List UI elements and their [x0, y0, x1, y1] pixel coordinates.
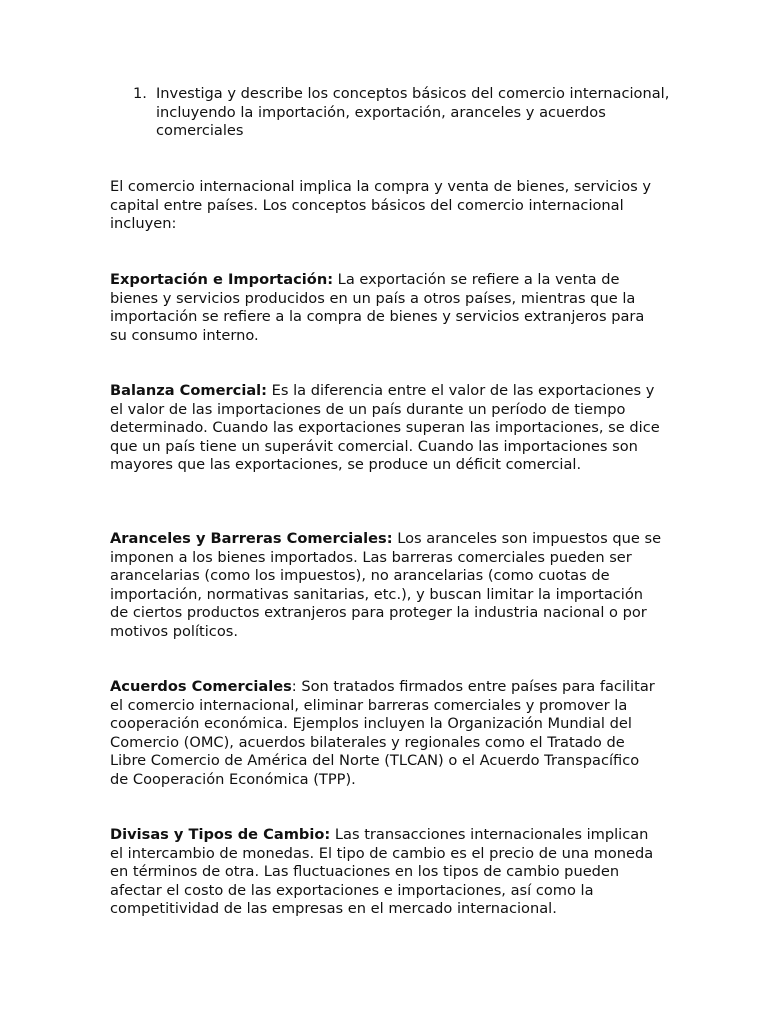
section-divisas-tipos-cambio	[110, 826, 662, 919]
section-body: Los aranceles son impuestos que se imponen a los bienes importados. Las barreras comerciales pueden ser arancelarias (como los impuestos), no arancelarias (como cuotas de importación, normativas sanitarias, etc.), y buscan limitar la importación de ciertos productos extranjeros para proteger la industria nacional o por motivos políticos.	[110, 530, 662, 640]
section-body: La exportación se refiere a la venta de bienes y servicios producidos en un país a otros países, mientras que la importación se refiere a la compra de bienes y servicios extranjeros para su consumo interno.	[110, 271, 645, 344]
intro-paragraph: El comercio internacional implica la compra y venta de bienes, servicios y capital entre países. Los conceptos básicos del comercio internacional incluyen:	[110, 178, 652, 232]
section-exportacion-importacion	[110, 271, 662, 345]
question-list-item	[133, 85, 673, 141]
section-title: Aranceles y Barreras Comerciales:	[110, 530, 393, 547]
section-title: Divisas y Tipos de Cambio:	[110, 826, 331, 843]
section-balanza-comercial	[110, 382, 662, 475]
section-title: Acuerdos Comerciales	[110, 678, 292, 695]
section-title: Balanza Comercial:	[110, 382, 268, 399]
section-title: Exportación e Importación:	[110, 271, 334, 288]
question-number: 1.	[133, 85, 147, 102]
section-body: Las transacciones internacionales implican el intercambio de monedas. El tipo de cambio es el precio de una moneda en términos de otra. Las fluctuaciones en los tipos de cambio pueden afectar el costo de las exportaciones e importaciones, así como la competitividad de las empresas en el mercado internacional.	[110, 826, 654, 917]
section-aranceles-barreras	[110, 530, 662, 641]
section-body: : Son tratados firmados entre países para facilitar el comercio internacional, eliminar barreras comerciales y promover la cooperación económica. Ejemplos incluyen la Organización Mundial del Comercio (OMC), acuerdos bilaterales y regionales como el Tratado de Libre Comercio de América del Norte (TLCAN) o el Acuerdo Transpacífico de Cooperación Económica (TPP).	[110, 678, 655, 788]
question-text: Investiga y describe los conceptos básicos del comercio internacional, incluyendo la importación, exportación, aranceles y acuerdos comerciales	[156, 85, 670, 139]
section-acuerdos-comerciales	[110, 678, 662, 789]
section-body: Es la diferencia entre el valor de las exportaciones y el valor de las importaciones de un país durante un período de tiempo determinado. Cuando las exportaciones superan las importaciones, se dice que un país tiene un superávit comercial. Cuando las importaciones son mayores que las exportaciones, se produce un déficit comercial.	[110, 382, 660, 473]
